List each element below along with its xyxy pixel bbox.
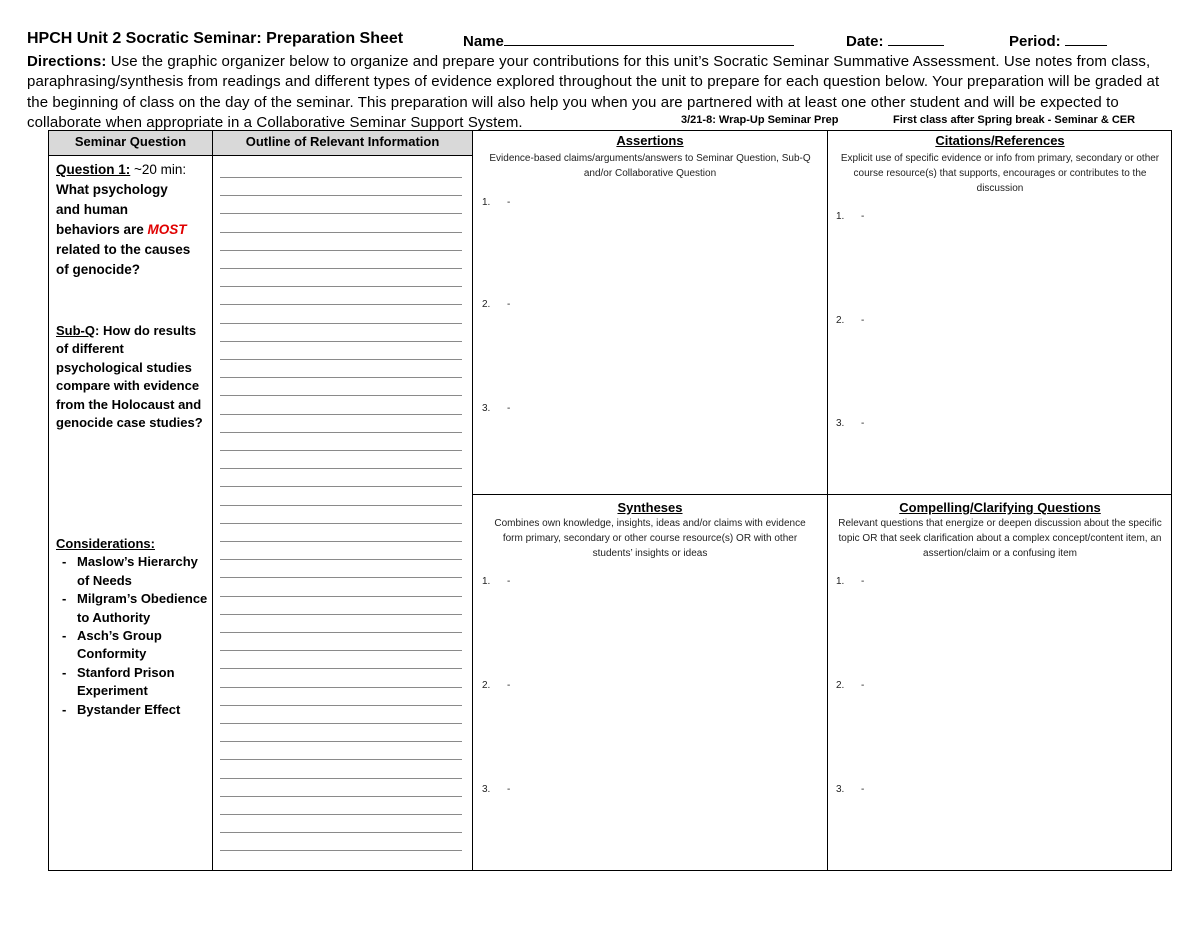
outline-ruled-line bbox=[220, 796, 462, 797]
outline-ruled-line bbox=[220, 486, 462, 487]
period-blank[interactable] bbox=[1065, 31, 1107, 46]
question-1-time: ~20 min: bbox=[130, 162, 187, 177]
outline-ruled-line bbox=[220, 468, 462, 469]
outline-ruled-line bbox=[220, 286, 462, 287]
consideration-item: - Stanford Prison Experiment bbox=[56, 664, 212, 701]
directions-text: Use the graphic organizer below to organize and prepare your contributions for this unit’s Socratic Seminar Summative Assessment. Use notes from class, paraphrasing/synthesis from readings and different types of evidence explored throughout the unit to prepare for each question below. Your preparation will be graded at the beginning of class on the day of the seminar. This preparation will also help you when you are partnered with at least one other student and will be expected to collaborate when appropriate in a Collaborative Seminar Support System. bbox=[27, 53, 1160, 132]
question-1 bbox=[56, 160, 208, 280]
question-1-line3: behaviors are bbox=[56, 222, 148, 237]
syntheses-description: Combines own knowledge, insights, ideas and/or claims with evidence form primary, secondary or other course resource(s) OR with other students’ insights or ideas bbox=[494, 518, 806, 560]
considerations-list bbox=[56, 553, 212, 719]
outline-ruled-line bbox=[220, 668, 462, 669]
sub-question-text: : How do results of different psychological studies compare with evidence from the Holocaust and genocide case studies? bbox=[56, 323, 203, 431]
outline-ruled-line bbox=[220, 505, 462, 506]
considerations bbox=[56, 535, 212, 719]
considerations-label: Considerations: bbox=[56, 536, 155, 551]
outline-ruled-line bbox=[220, 850, 462, 851]
outline-ruled-line bbox=[220, 432, 462, 433]
questions-description: Relevant questions that energize or deepen discussion about the specific topic OR that seek clarification about a complex concept/content item, an assertion/claim or a confusing item bbox=[838, 518, 1162, 560]
period-field[interactable] bbox=[1009, 31, 1107, 50]
outline-ruled-line bbox=[220, 541, 462, 542]
outline-ruled-line bbox=[220, 377, 462, 378]
outline-ruled-line bbox=[220, 778, 462, 779]
question-1-line1: What psychology bbox=[56, 182, 168, 197]
outline-ruled-line bbox=[220, 250, 462, 251]
question-item-1[interactable]: 1. - bbox=[836, 576, 865, 587]
question-1-line2: and human bbox=[56, 202, 129, 217]
outline-ruled-line bbox=[220, 650, 462, 651]
name-field[interactable] bbox=[463, 31, 794, 50]
wrap-up-note: 3/21-8: Wrap-Up Seminar Prep bbox=[681, 114, 839, 126]
assertion-3[interactable]: 3. - bbox=[482, 403, 511, 414]
outline-ruled-line bbox=[220, 577, 462, 578]
first-class-note: First class after Spring break - Seminar & CER bbox=[893, 114, 1136, 126]
col-divider-1 bbox=[212, 130, 213, 871]
name-label: Name bbox=[463, 33, 504, 50]
assertions-description: Evidence-based claims/arguments/answers to Seminar Question, Sub-Q and/or Collaborative Question bbox=[489, 153, 811, 180]
period-label: Period: bbox=[1009, 33, 1061, 50]
outline-ruled-line bbox=[220, 414, 462, 415]
sub-question-label: Sub-Q bbox=[56, 323, 95, 338]
assertion-2[interactable]: 2. - bbox=[482, 299, 511, 310]
question-item-2[interactable]: 2. - bbox=[836, 680, 865, 691]
question-1-line4: related to the causes bbox=[56, 242, 191, 257]
consideration-item: - Maslow’s Hierarchy of Needs bbox=[56, 553, 212, 590]
outline-ruled-line bbox=[220, 596, 462, 597]
question-item-3[interactable]: 3. - bbox=[836, 784, 865, 795]
outline-ruled-line bbox=[220, 832, 462, 833]
outline-ruled-line bbox=[220, 177, 462, 178]
outline-ruled-line bbox=[220, 450, 462, 451]
name-blank[interactable] bbox=[504, 31, 794, 46]
outline-ruled-line bbox=[220, 359, 462, 360]
outline-ruled-line bbox=[220, 341, 462, 342]
outline-ruled-line bbox=[220, 195, 462, 196]
questions-title: Compelling/Clarifying Questions bbox=[899, 500, 1101, 515]
outline-ruled-line bbox=[220, 614, 462, 615]
sub-question bbox=[56, 322, 208, 432]
assertions-title: Assertions bbox=[616, 133, 684, 148]
synthesis-1[interactable]: 1. - bbox=[482, 576, 511, 587]
date-blank[interactable] bbox=[888, 31, 944, 46]
header-divider bbox=[48, 155, 473, 156]
consideration-item: - Bystander Effect bbox=[56, 701, 212, 719]
row-divider bbox=[472, 494, 1172, 495]
question-1-emphasis: MOST bbox=[147, 222, 187, 237]
outline-ruled-line bbox=[220, 814, 462, 815]
outline-ruled-line bbox=[220, 687, 462, 688]
outline-header: Outline of Relevant Information bbox=[213, 131, 472, 155]
date-label: Date: bbox=[846, 33, 884, 50]
citation-2[interactable]: 2. - bbox=[836, 315, 865, 326]
question-1-line5: of genocide? bbox=[56, 262, 140, 277]
outline-ruled-line bbox=[220, 741, 462, 742]
outline-ruled-line bbox=[220, 523, 462, 524]
citations-description: Explicit use of specific evidence or info from primary, secondary or other course resource(s) that supports, encourages or contributes to the discussion bbox=[840, 153, 1160, 195]
syntheses-title: Syntheses bbox=[617, 500, 683, 515]
consideration-item: - Asch’s Group Conformity bbox=[56, 627, 212, 664]
outline-ruled-line bbox=[220, 759, 462, 760]
outline-ruled-line bbox=[220, 632, 462, 633]
synthesis-2[interactable]: 2. - bbox=[482, 680, 511, 691]
outline-ruled-line bbox=[220, 705, 462, 706]
outline-ruled-line bbox=[220, 304, 462, 305]
outline-ruled-line bbox=[220, 723, 462, 724]
question-1-label: Question 1: bbox=[56, 162, 131, 177]
outline-ruled-line bbox=[220, 559, 462, 560]
outline-ruled-line bbox=[220, 395, 462, 396]
outline-ruled-line bbox=[220, 268, 462, 269]
outline-ruled-line bbox=[220, 232, 462, 233]
synthesis-3[interactable]: 3. - bbox=[482, 784, 511, 795]
citations-title: Citations/References bbox=[935, 133, 1065, 148]
outline-ruled-line bbox=[220, 323, 462, 324]
outline-ruled-line bbox=[220, 213, 462, 214]
consideration-item: - Milgram’s Obedience to Authority bbox=[56, 590, 212, 627]
page-title: HPCH Unit 2 Socratic Seminar: Preparation Sheet bbox=[27, 30, 404, 47]
citation-1[interactable]: 1. - bbox=[836, 211, 865, 222]
date-field[interactable] bbox=[846, 31, 944, 50]
citation-3[interactable]: 3. - bbox=[836, 418, 865, 429]
directions-label: Directions: bbox=[27, 53, 107, 70]
seminar-question-header: Seminar Question bbox=[49, 131, 212, 155]
assertion-1[interactable]: 1. - bbox=[482, 197, 511, 208]
